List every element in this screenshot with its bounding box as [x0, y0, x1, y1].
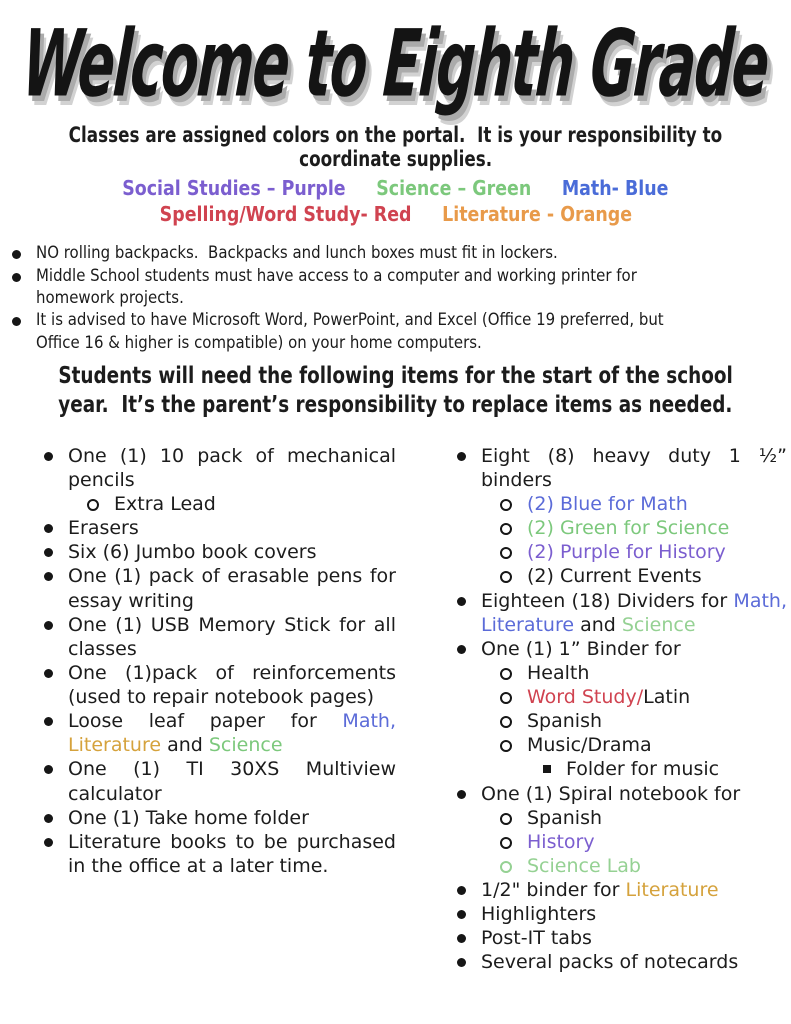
note-text: [36, 265, 791, 310]
supply-item-text: [481, 878, 787, 902]
supply-item-text: [68, 661, 396, 709]
supply-item: [500, 830, 787, 854]
bullet-circle-icon: [500, 740, 512, 752]
term: and: [574, 613, 622, 636]
supply-item-text: [481, 589, 787, 637]
supply-item: [44, 564, 396, 612]
term: One (1) TI 30XS Multiview calculator: [68, 758, 396, 805]
colored-term: Math,: [342, 710, 396, 733]
bullet-disc-icon: [44, 669, 53, 678]
supply-item-text: [481, 902, 787, 926]
bullet-disc-icon: [44, 524, 53, 533]
supply-item: [44, 516, 396, 540]
bullet-disc-icon: [457, 886, 466, 895]
bullet-disc-icon: [12, 250, 21, 259]
bullet-circle-icon: [500, 861, 512, 873]
colored-term: History: [527, 830, 595, 853]
supply-item: [44, 709, 396, 757]
term: One (1) 1” Binder for: [481, 637, 681, 660]
color-key-entry: Math- Blue: [562, 176, 669, 201]
note-item: [12, 309, 791, 354]
supply-item-text: [481, 926, 787, 950]
bullet-disc-icon: [44, 621, 53, 630]
note-line: homework projects.: [36, 287, 184, 308]
bullet-circle-icon: [87, 499, 99, 511]
term: One (1) 10 pack of mechanical pencils: [68, 444, 396, 491]
supply-item-text: [566, 757, 787, 781]
supply-item: [44, 661, 396, 709]
supply-item: [500, 685, 787, 709]
bullet-disc-icon: [44, 572, 53, 581]
bullet-disc-icon: [457, 910, 466, 919]
term: Highlighters: [481, 903, 597, 926]
class-color-key: [0, 176, 791, 228]
supply-item: [457, 444, 787, 492]
supply-item-text: [527, 854, 787, 878]
supply-item: [44, 613, 396, 661]
supply-item-text: [68, 516, 396, 540]
supply-item-text: [481, 782, 787, 806]
bullet-circle-icon: [500, 499, 512, 511]
supply-item-text: [527, 685, 787, 709]
term: Music/Drama: [527, 734, 652, 757]
subtitle-line-row: [0, 148, 791, 172]
bullet-circle-icon: [500, 547, 512, 559]
bullet-disc-icon: [44, 452, 53, 461]
supply-item: [457, 926, 787, 950]
term: Erasers: [68, 517, 139, 540]
bullet-disc-icon: [457, 452, 466, 461]
supply-item-text: [527, 564, 787, 588]
supply-item: [457, 589, 787, 637]
subtitle-line: Classes are assigned colors on the portal. It is your responsibility to: [68, 123, 723, 147]
colored-term: (2) Purple for History: [527, 541, 726, 564]
subtitle-line-row: [0, 124, 791, 148]
intro-line: year. It’s the parent’s responsibility to replace items as needed.: [58, 392, 733, 419]
supply-item-text: [527, 492, 787, 516]
note-line: It is advised to have Microsoft Word, PowerPoint, and Excel (Office 19 preferred, but: [36, 310, 664, 331]
colored-term: Literature: [68, 734, 162, 757]
term: One (1) Take home folder: [68, 806, 309, 829]
supply-item-text: [527, 709, 787, 733]
term: Six (6) Jumbo book covers: [68, 541, 317, 564]
supply-item: [44, 806, 396, 830]
term: Several packs of notecards: [481, 951, 739, 974]
bullet-circle-icon: [500, 523, 512, 535]
supply-item: [87, 492, 396, 516]
supply-item-text: [527, 806, 787, 830]
colored-term: Literature: [625, 879, 719, 902]
note-line: Office 16 & higher is compatible) on your home computers.: [36, 332, 482, 353]
supply-item-text: [481, 444, 787, 492]
bullet-disc-icon: [12, 273, 21, 282]
colored-term: Science Lab: [527, 854, 641, 877]
supply-item: [500, 709, 787, 733]
supply-item: [457, 782, 787, 806]
term: Literature books to be purchased in the office at a later time.: [68, 830, 396, 877]
bullet-circle-icon: [500, 716, 512, 728]
bullet-disc-icon: [12, 317, 21, 326]
bullet-disc-icon: [457, 597, 466, 606]
general-notes-list: [12, 242, 791, 354]
supply-item-text: [481, 637, 787, 661]
colored-term: (2) Green for Science: [527, 517, 730, 540]
supplies-column-left: [28, 444, 396, 975]
portal-colors-subtitle: [0, 124, 791, 171]
note-text: [36, 242, 791, 264]
supply-item-text: [481, 950, 787, 974]
term: Post-IT tabs: [481, 927, 592, 950]
page-title: Welcome to Eighth Grade: [19, 9, 772, 119]
note-text: [36, 309, 791, 354]
supply-item-text: [68, 444, 396, 492]
term: Spanish: [527, 806, 603, 829]
supply-item: [44, 830, 396, 878]
supplies-column-right: [441, 444, 787, 975]
supply-item-text: [68, 806, 396, 830]
supply-item: [500, 806, 787, 830]
term: Extra Lead: [114, 493, 216, 516]
term: Health: [527, 661, 590, 684]
supply-item: [500, 661, 787, 685]
term: One (1)pack of reinforcements (used to repair notebook pages): [68, 661, 396, 709]
supply-item-text: [68, 830, 396, 878]
supply-item: [500, 516, 787, 540]
term: One (1) Spiral notebook for: [481, 782, 741, 805]
bullet-circle-icon: [500, 668, 512, 680]
bullet-disc-icon: [457, 645, 466, 654]
note-item: [12, 242, 791, 264]
supply-item-text: [527, 540, 787, 564]
supply-item-text: [68, 540, 396, 564]
color-key-entry: Science – Green: [376, 176, 532, 201]
note-line: NO rolling backpacks. Backpacks and lunch boxes must fit in lockers.: [36, 243, 558, 264]
supply-item: [500, 564, 787, 588]
supply-item: [500, 733, 787, 757]
supply-item-text: [114, 492, 396, 516]
colored-term: Math, Literature: [481, 589, 787, 636]
term: Latin: [643, 686, 691, 709]
supplies-intro: [0, 362, 791, 420]
supply-item: [44, 444, 396, 492]
note-item: [12, 265, 791, 310]
intro-line-row: [0, 391, 791, 420]
supply-item-text: [68, 613, 396, 661]
note-line: Middle School students must have access to a computer and working printer for: [36, 265, 637, 286]
bullet-disc-icon: [44, 548, 53, 557]
term: Loose leaf paper for: [68, 710, 343, 733]
term: Eight (8) heavy duty 1 ½” binders: [481, 444, 787, 491]
supplies-columns: [0, 444, 791, 975]
supply-item: [457, 878, 787, 902]
bullet-circle-icon: [500, 837, 512, 849]
term: and: [161, 734, 209, 757]
color-key-entry: Spelling/Word Study- Red: [159, 202, 412, 227]
term: One (1) pack of erasable pens for essay writing: [68, 565, 396, 612]
bullet-circle-icon: [500, 813, 512, 825]
supply-item-text: [527, 516, 787, 540]
supply-item-text: [68, 757, 396, 805]
term: One (1) USB Memory Stick for all classes: [68, 613, 396, 660]
color-key-row: [0, 202, 791, 228]
supply-item-text: [527, 661, 787, 685]
color-key-entry: Literature - Orange: [441, 202, 632, 227]
colored-term: Science: [208, 734, 283, 757]
supply-item: [44, 540, 396, 564]
bullet-circle-icon: [500, 571, 512, 583]
term: 1/2" binder for: [481, 879, 626, 902]
color-key-row-inner: [107, 176, 684, 202]
term: Folder for music: [566, 758, 720, 781]
supply-item: [543, 757, 787, 781]
supply-item: [44, 757, 396, 805]
term: (2) Current Events: [527, 565, 702, 588]
supply-item: [457, 902, 787, 926]
bullet-disc-icon: [44, 765, 53, 774]
bullet-disc-icon: [44, 814, 53, 823]
bullet-disc-icon: [457, 934, 466, 943]
subtitle-line: coordinate supplies.: [298, 146, 492, 171]
bullet-circle-icon: [500, 692, 512, 704]
color-key-entry: Social Studies – Purple: [122, 176, 346, 201]
supply-item: [500, 854, 787, 878]
intro-line: Students will need the following items for the start of the school: [58, 363, 733, 390]
bullet-disc-icon: [44, 838, 53, 847]
supply-item-text: [68, 709, 396, 757]
supply-item: [500, 492, 787, 516]
supply-item-text: [68, 564, 396, 612]
supply-item: [500, 540, 787, 564]
supply-item: [457, 950, 787, 974]
colored-term: Word Study/: [527, 686, 644, 709]
bullet-disc-icon: [457, 790, 466, 799]
supply-item: [457, 637, 787, 661]
term: Eighteen (18) Dividers for: [481, 589, 734, 612]
term: Spanish: [527, 710, 603, 733]
colored-term: Science: [621, 613, 696, 636]
intro-line-row: [0, 362, 791, 391]
color-key-row: [0, 176, 791, 202]
color-key-row-inner: [144, 202, 647, 228]
bullet-disc-icon: [44, 717, 53, 726]
title-wrap: [0, 8, 791, 120]
bullet-disc-icon: [457, 958, 466, 967]
colored-term: (2) Blue for Math: [527, 493, 688, 516]
supply-item-text: [527, 830, 787, 854]
supply-item-text: [527, 733, 787, 757]
bullet-square-icon: [543, 765, 551, 773]
